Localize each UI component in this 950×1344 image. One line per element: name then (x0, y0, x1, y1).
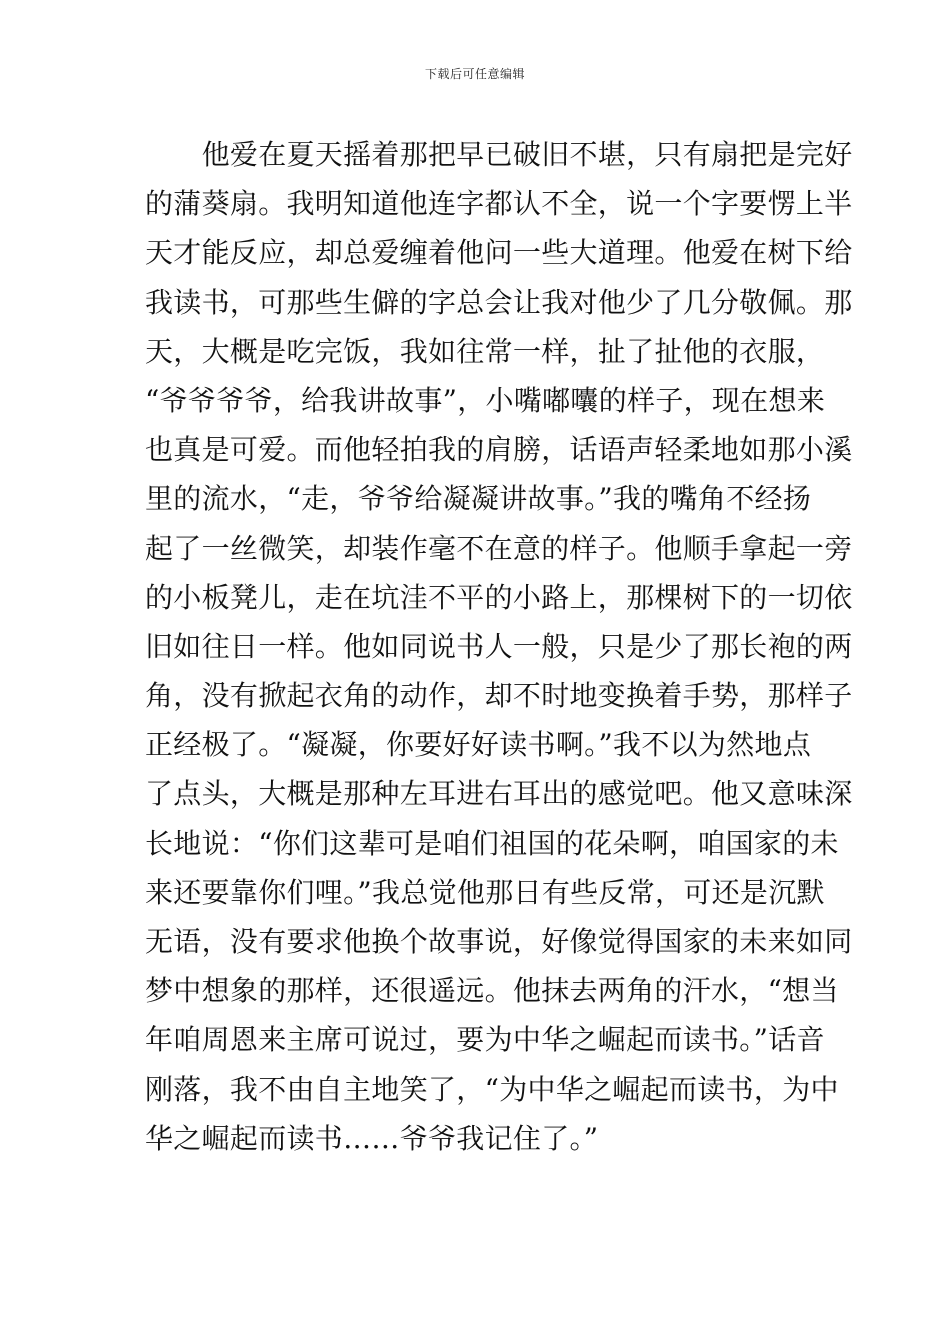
paragraph-line: 的小板凳儿，走在坑洼不平的小路上，那棵树下的一切依 (145, 580, 853, 614)
paragraph-line: 正经极了。“凝凝，你要好好读书啊。”我不以为然地点 (145, 728, 812, 762)
paragraph-line: 来还要靠你们哩。”我总觉他那日有些反常，可还是沉默 (145, 875, 825, 909)
paragraph-line: 无语，没有要求他换个故事说，好像觉得国家的未来如同 (145, 925, 853, 958)
paragraph-line: 角，没有掀起衣角的动作，却不时地变换着手势，那样子 (145, 679, 853, 713)
paragraph-line: 旧如往日一样。他如同说书人一般，只是少了那长袍的两 (145, 629, 853, 663)
paragraph-line: 起了一丝微笑，却装作毫不在意的样子。他顺手拿起一旁 (145, 531, 853, 565)
body-paragraph (145, 130, 853, 1163)
paragraph-line: 华之崛起而读书……爷爷我记住了。” (145, 1121, 599, 1155)
paragraph-line: 梦中想象的那样，还很遥远。他抹去两角的汗水，“想当 (145, 974, 839, 1008)
paragraph-line: 也真是可爱。而他轻拍我的肩膀，话语声轻柔地如那小溪 (145, 433, 853, 467)
paragraph-line: 刚落，我不由自主地笑了，“为中华之崛起而读书，为中 (145, 1072, 839, 1106)
paragraph-line: 的蒲葵扇。我明知道他连字都认不全，说一个字要愣上半 (145, 187, 853, 221)
paragraph-line: 天，大概是吃完饭，我如往常一样，扯了扯他的衣服， (145, 334, 825, 368)
paragraph-line: 长地说：“你们这辈可是咱们祖国的花朵啊，咱国家的未 (145, 826, 839, 860)
page-header: 下载后可任意编辑 (424, 67, 525, 81)
paragraph-line: 了点头，大概是那种左耳进右耳出的感觉吧。他又意味深 (145, 777, 853, 811)
paragraph-line: 天才能反应，却总爱缠着他问一些大道理。他爱在树下给 (145, 236, 853, 270)
paragraph-line: “爷爷爷爷，给我讲故事”，小嘴嘟囔的样子，现在想来 (145, 383, 826, 417)
paragraph-line: 里的流水，“走，爷爷给凝凝讲故事。”我的嘴角不经扬 (145, 482, 812, 516)
paragraph-line: 我读书，可那些生僻的字总会让我对他少了几分敬佩。那 (145, 285, 853, 319)
paragraph-line: 他爱在夏天摇着那把早已破旧不堪，只有扇把是完好 (145, 138, 853, 171)
paragraph-line: 年咱周恩来主席可说过，要为中华之崛起而读书。”话音 (145, 1023, 825, 1057)
